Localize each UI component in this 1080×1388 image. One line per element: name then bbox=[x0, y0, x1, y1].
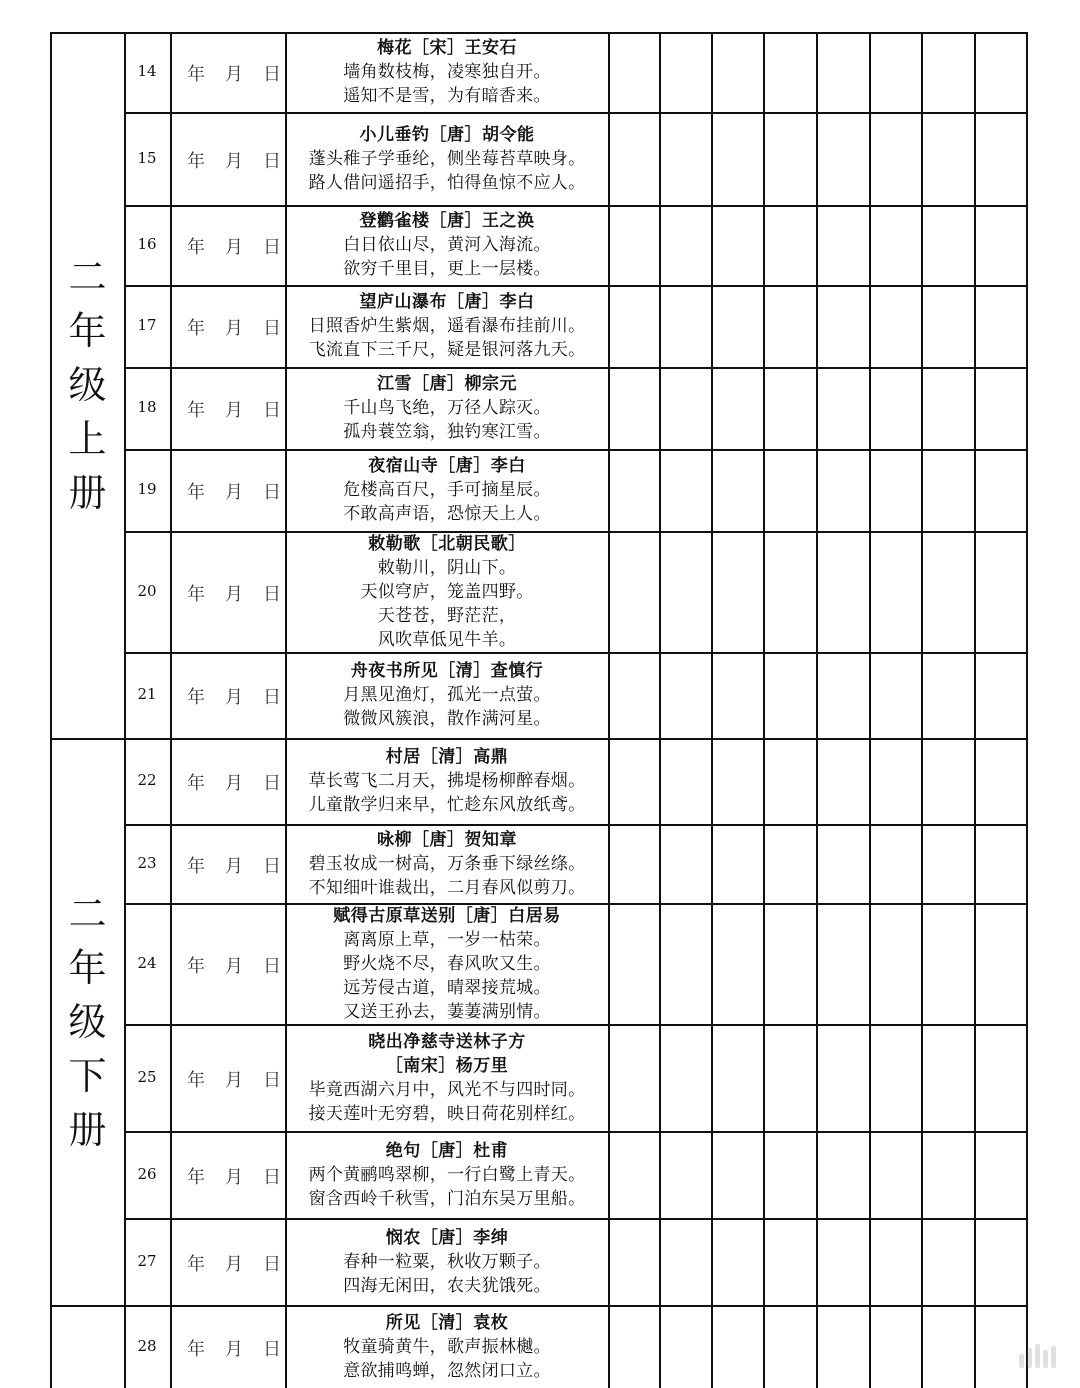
check-cell[interactable] bbox=[608, 652, 659, 738]
check-cell[interactable] bbox=[763, 824, 816, 903]
section-label-char: 册 bbox=[68, 471, 107, 515]
section-label-char: 册 bbox=[68, 1107, 107, 1152]
date-month-label[interactable]: 月 bbox=[225, 1338, 243, 1360]
poem-title: 小儿垂钓［唐］胡令能 bbox=[359, 124, 535, 145]
poem-line: 墙角数枝梅，凌寒独自开。 bbox=[343, 62, 551, 82]
date-day-label[interactable]: 日 bbox=[263, 237, 281, 258]
poem-line: 日照香炉生紫烟，遥看瀑布挂前川。 bbox=[308, 316, 586, 336]
date-year-label[interactable]: 年 bbox=[187, 1069, 205, 1091]
check-cell[interactable] bbox=[869, 652, 921, 738]
check-cell[interactable] bbox=[659, 531, 711, 652]
poem-line: 不知细叶谁裁出，二月春风似剪刀。 bbox=[308, 877, 586, 898]
row-number: 26 bbox=[137, 1164, 157, 1183]
poem-cell bbox=[286, 652, 608, 738]
check-cell[interactable] bbox=[816, 367, 869, 449]
row-number: 28 bbox=[137, 1336, 157, 1355]
check-cell[interactable] bbox=[869, 738, 921, 824]
check-cell[interactable] bbox=[816, 1024, 869, 1131]
poem-title: 所见［清］袁枚 bbox=[385, 1312, 509, 1333]
poem-cell bbox=[286, 1218, 608, 1305]
check-cell[interactable] bbox=[869, 531, 921, 652]
grid-vline bbox=[1026, 32, 1028, 1388]
date-year-label[interactable]: 年 bbox=[187, 855, 205, 877]
check-cell[interactable] bbox=[659, 112, 711, 205]
check-cell[interactable] bbox=[816, 824, 869, 903]
check-cell[interactable] bbox=[869, 903, 921, 1024]
poem-cell bbox=[286, 531, 608, 652]
check-cell[interactable] bbox=[763, 1218, 816, 1305]
check-cell[interactable] bbox=[711, 1024, 763, 1131]
poem-title: 登鹳雀楼［唐］王之涣 bbox=[359, 211, 535, 231]
row-number: 19 bbox=[137, 480, 157, 498]
row-number: 20 bbox=[137, 581, 157, 600]
check-cell[interactable] bbox=[816, 652, 869, 738]
date-day-label[interactable]: 日 bbox=[263, 855, 281, 877]
date-month-label[interactable]: 月 bbox=[225, 237, 243, 258]
poem-author: ［南宋］杨万里 bbox=[385, 1055, 509, 1076]
date-month-label[interactable]: 月 bbox=[225, 773, 243, 794]
poem-cell bbox=[286, 32, 608, 112]
check-cell[interactable] bbox=[921, 1131, 974, 1218]
check-cell[interactable] bbox=[659, 449, 711, 531]
check-cell[interactable] bbox=[816, 1218, 869, 1305]
check-cell[interactable] bbox=[869, 449, 921, 531]
check-cell[interactable] bbox=[869, 367, 921, 449]
check-cell[interactable] bbox=[711, 652, 763, 738]
section-label-char: 上 bbox=[68, 417, 107, 461]
poem-cell bbox=[286, 1024, 608, 1131]
poem-line: 儿童散学归来早，忙趁东风放纸鸢。 bbox=[308, 795, 586, 815]
date-month-label[interactable]: 月 bbox=[225, 955, 243, 977]
check-cell[interactable] bbox=[974, 1218, 1026, 1305]
check-cell[interactable] bbox=[608, 531, 659, 652]
check-cell[interactable] bbox=[921, 112, 974, 205]
watermark-icon bbox=[1019, 1344, 1056, 1368]
poem-title: 江雪［唐］柳宗元 bbox=[377, 374, 517, 394]
check-cell[interactable] bbox=[608, 205, 659, 285]
check-cell[interactable] bbox=[869, 1305, 921, 1388]
poem-cell bbox=[286, 285, 608, 367]
poem-title: 舟夜书所见［清］查慎行 bbox=[350, 661, 544, 681]
poem-line: 孤舟蓑笠翁，独钓寒江雪。 bbox=[343, 422, 551, 442]
row-number: 16 bbox=[137, 235, 157, 253]
poem-cell bbox=[286, 1305, 608, 1388]
check-cell[interactable] bbox=[816, 1131, 869, 1218]
date-day-label[interactable]: 日 bbox=[263, 583, 281, 605]
poem-line: 不敢高声语，恐惊天上人。 bbox=[343, 504, 551, 524]
poem-line: 月黑见渔灯，孤光一点萤。 bbox=[343, 685, 551, 705]
section-label bbox=[50, 32, 125, 738]
check-cell[interactable] bbox=[816, 1305, 869, 1388]
date-month-label[interactable]: 月 bbox=[225, 1069, 243, 1091]
check-cell[interactable] bbox=[659, 1131, 711, 1218]
check-cell[interactable] bbox=[869, 824, 921, 903]
check-cell[interactable] bbox=[711, 1131, 763, 1218]
check-cell[interactable] bbox=[659, 205, 711, 285]
date-year-label[interactable]: 年 bbox=[187, 482, 205, 503]
poem-line: 白日依山尽，黄河入海流。 bbox=[343, 235, 551, 255]
check-cell[interactable] bbox=[974, 449, 1026, 531]
check-cell[interactable] bbox=[711, 1218, 763, 1305]
poem-title: 咏柳［唐］贺知章 bbox=[377, 829, 517, 850]
date-day-label[interactable]: 日 bbox=[263, 150, 281, 172]
check-cell[interactable] bbox=[921, 367, 974, 449]
check-cell[interactable] bbox=[974, 367, 1026, 449]
poem-line: 飞流直下三千尺，疑是银河落九天。 bbox=[308, 340, 586, 360]
row-number: 17 bbox=[137, 316, 157, 334]
date-month-label[interactable]: 月 bbox=[225, 1253, 243, 1275]
poem-cell bbox=[286, 1131, 608, 1218]
check-cell[interactable] bbox=[974, 824, 1026, 903]
section-label-char: 下 bbox=[68, 1053, 107, 1098]
row-number: 24 bbox=[137, 953, 157, 972]
date-day-label[interactable]: 日 bbox=[263, 1338, 281, 1360]
poem-cell bbox=[286, 367, 608, 449]
poem-line: 牧童骑黄牛，歌声振林樾。 bbox=[343, 1336, 551, 1357]
check-cell[interactable] bbox=[763, 367, 816, 449]
date-day-label[interactable]: 日 bbox=[263, 64, 281, 85]
poem-line: 千山鸟飞绝，万径人踪灭。 bbox=[343, 398, 551, 418]
poem-line: 毕竟西湖六月中，风光不与四时同。 bbox=[308, 1079, 586, 1100]
check-cell[interactable] bbox=[763, 1024, 816, 1131]
check-cell[interactable] bbox=[816, 449, 869, 531]
poem-title: 晓出净慈寺送林子方 bbox=[368, 1031, 526, 1052]
check-cell[interactable] bbox=[608, 112, 659, 205]
date-year-label[interactable]: 年 bbox=[187, 955, 205, 977]
check-cell[interactable] bbox=[659, 903, 711, 1024]
check-cell[interactable] bbox=[921, 1024, 974, 1131]
poem-line: 窗含西岭千秋雪，门泊东吴万里船。 bbox=[308, 1188, 586, 1209]
poem-title: 村居［清］高鼎 bbox=[385, 747, 509, 767]
check-cell[interactable] bbox=[659, 738, 711, 824]
check-cell[interactable] bbox=[711, 1305, 763, 1388]
poem-line: 接天莲叶无穷碧，映日荷花别样红。 bbox=[308, 1103, 586, 1124]
check-cell[interactable] bbox=[869, 1131, 921, 1218]
check-cell[interactable] bbox=[921, 205, 974, 285]
check-cell[interactable] bbox=[659, 1218, 711, 1305]
check-cell[interactable] bbox=[608, 32, 659, 112]
check-cell[interactable] bbox=[816, 903, 869, 1024]
check-cell[interactable] bbox=[921, 449, 974, 531]
check-cell[interactable] bbox=[608, 903, 659, 1024]
check-cell[interactable] bbox=[711, 449, 763, 531]
poem-line: 四海无闲田，农夫犹饿死。 bbox=[343, 1275, 551, 1296]
row-number: 14 bbox=[137, 62, 157, 80]
poem-title: 绝句［唐］杜甫 bbox=[385, 1140, 509, 1161]
section-label-char: 二 bbox=[68, 255, 107, 299]
poem-cell bbox=[286, 903, 608, 1024]
date-month-label[interactable]: 月 bbox=[225, 400, 243, 421]
check-cell[interactable] bbox=[763, 285, 816, 367]
poem-cell bbox=[286, 205, 608, 285]
check-cell[interactable] bbox=[869, 112, 921, 205]
poem-line: 风吹草低见牛羊。 bbox=[377, 629, 517, 650]
date-month-label[interactable]: 月 bbox=[225, 318, 243, 339]
check-cell[interactable] bbox=[711, 32, 763, 112]
poem-line: 两个黄鹂鸣翠柳，一行白鹭上青天。 bbox=[308, 1164, 586, 1185]
check-cell[interactable] bbox=[608, 1305, 659, 1388]
check-cell[interactable] bbox=[659, 32, 711, 112]
poem-line: 遥知不是雪，为有暗香来。 bbox=[343, 86, 551, 106]
check-cell[interactable] bbox=[763, 32, 816, 112]
date-day-label[interactable]: 日 bbox=[263, 955, 281, 977]
check-cell[interactable] bbox=[763, 738, 816, 824]
poem-line: 远芳侵古道，晴翠接荒城。 bbox=[343, 977, 551, 998]
poem-line: 春种一粒粟，秋收万颗子。 bbox=[343, 1251, 551, 1272]
check-cell[interactable] bbox=[974, 1131, 1026, 1218]
section-label-char: 二 bbox=[68, 891, 107, 936]
check-cell[interactable] bbox=[974, 285, 1026, 367]
date-year-label[interactable]: 年 bbox=[187, 318, 205, 339]
row-number: 22 bbox=[137, 771, 157, 789]
check-cell[interactable] bbox=[763, 205, 816, 285]
check-cell[interactable] bbox=[974, 205, 1026, 285]
check-cell[interactable] bbox=[711, 367, 763, 449]
date-month-label[interactable]: 月 bbox=[225, 855, 243, 877]
check-cell[interactable] bbox=[659, 824, 711, 903]
poem-line: 草长莺飞二月天，拂堤杨柳醉春烟。 bbox=[308, 771, 586, 791]
grid-vline bbox=[170, 32, 172, 1388]
check-cell[interactable] bbox=[974, 652, 1026, 738]
section-label-char: 级 bbox=[68, 363, 107, 407]
poem-line: 路人借问遥招手，怕得鱼惊不应人。 bbox=[308, 172, 586, 193]
check-cell[interactable] bbox=[711, 531, 763, 652]
date-year-label[interactable]: 年 bbox=[187, 1253, 205, 1275]
row-number: 15 bbox=[137, 148, 157, 167]
row-number: 23 bbox=[137, 853, 157, 872]
poem-line: 又送王孙去，萋萋满别情。 bbox=[343, 1001, 551, 1022]
check-cell[interactable] bbox=[816, 738, 869, 824]
poem-line: 野火烧不尽，春风吹又生。 bbox=[343, 953, 551, 974]
section-label-char: 年 bbox=[68, 945, 107, 990]
date-month-label[interactable]: 月 bbox=[225, 64, 243, 85]
check-cell[interactable] bbox=[921, 1305, 974, 1388]
check-cell[interactable] bbox=[711, 285, 763, 367]
date-day-label[interactable]: 日 bbox=[263, 482, 281, 503]
check-cell[interactable] bbox=[608, 1218, 659, 1305]
date-month-label[interactable]: 月 bbox=[225, 583, 243, 605]
poem-line: 欲穷千里目，更上一层楼。 bbox=[343, 259, 551, 279]
poem-cell bbox=[286, 449, 608, 531]
check-cell[interactable] bbox=[608, 449, 659, 531]
check-cell[interactable] bbox=[921, 285, 974, 367]
poem-line: 离离原上草，一岁一枯荣。 bbox=[343, 929, 551, 950]
check-cell[interactable] bbox=[921, 1218, 974, 1305]
date-year-label[interactable]: 年 bbox=[187, 400, 205, 421]
poem-cell bbox=[286, 824, 608, 903]
date-year-label[interactable]: 年 bbox=[187, 1338, 205, 1360]
date-day-label[interactable]: 日 bbox=[263, 687, 281, 708]
check-cell[interactable] bbox=[763, 903, 816, 1024]
check-cell[interactable] bbox=[974, 531, 1026, 652]
check-cell[interactable] bbox=[816, 285, 869, 367]
date-year-label[interactable]: 年 bbox=[187, 1166, 205, 1188]
check-cell[interactable] bbox=[869, 1024, 921, 1131]
check-cell[interactable] bbox=[869, 285, 921, 367]
check-cell[interactable] bbox=[921, 903, 974, 1024]
check-cell[interactable] bbox=[659, 652, 711, 738]
check-cell[interactable] bbox=[921, 32, 974, 112]
date-day-label[interactable]: 日 bbox=[263, 400, 281, 421]
date-month-label[interactable]: 月 bbox=[225, 150, 243, 172]
poem-line: 敕勒川，阴山下。 bbox=[377, 557, 517, 578]
poem-line: 危楼高百尺，手可摘星辰。 bbox=[343, 480, 551, 500]
check-cell[interactable] bbox=[711, 205, 763, 285]
check-cell[interactable] bbox=[974, 32, 1026, 112]
date-year-label[interactable]: 年 bbox=[187, 64, 205, 85]
check-cell[interactable] bbox=[763, 1131, 816, 1218]
check-cell[interactable] bbox=[816, 531, 869, 652]
check-cell[interactable] bbox=[869, 1218, 921, 1305]
date-month-label[interactable]: 月 bbox=[225, 482, 243, 503]
check-cell[interactable] bbox=[974, 1024, 1026, 1131]
date-year-label[interactable]: 年 bbox=[187, 150, 205, 172]
date-year-label[interactable]: 年 bbox=[187, 773, 205, 794]
check-cell[interactable] bbox=[921, 652, 974, 738]
check-cell[interactable] bbox=[921, 738, 974, 824]
poem-title: 望庐山瀑布［唐］李白 bbox=[359, 292, 535, 312]
check-cell[interactable] bbox=[659, 1305, 711, 1388]
row-number: 18 bbox=[137, 398, 157, 416]
poem-title: 梅花［宋］王安石 bbox=[377, 38, 517, 58]
date-month-label[interactable]: 月 bbox=[225, 687, 243, 708]
check-cell[interactable] bbox=[608, 367, 659, 449]
check-cell[interactable] bbox=[659, 367, 711, 449]
row-number: 25 bbox=[137, 1067, 157, 1086]
poem-title: 悯农［唐］李绅 bbox=[385, 1227, 509, 1248]
poem-line: 意欲捕鸣蝉，忽然闭口立。 bbox=[343, 1360, 551, 1381]
poem-title: 赋得古原草送别［唐］白居易 bbox=[333, 905, 561, 926]
check-cell[interactable] bbox=[763, 449, 816, 531]
poem-line: 蓬头稚子学垂纶，侧坐莓苔草映身。 bbox=[308, 148, 586, 169]
poem-title: 夜宿山寺［唐］李白 bbox=[368, 456, 526, 476]
row-number: 27 bbox=[137, 1251, 157, 1270]
date-day-label[interactable]: 日 bbox=[263, 318, 281, 339]
section-label-char: 年 bbox=[68, 309, 107, 353]
check-cell[interactable] bbox=[608, 824, 659, 903]
date-day-label[interactable]: 日 bbox=[263, 1069, 281, 1091]
check-cell[interactable] bbox=[974, 112, 1026, 205]
check-cell[interactable] bbox=[608, 738, 659, 824]
poem-cell bbox=[286, 738, 608, 824]
poem-line: 微微风簇浪，散作满河星。 bbox=[343, 709, 551, 729]
check-cell[interactable] bbox=[711, 824, 763, 903]
check-cell[interactable] bbox=[608, 1024, 659, 1131]
section-label-char: 级 bbox=[68, 999, 107, 1044]
check-cell[interactable] bbox=[763, 531, 816, 652]
date-year-label[interactable]: 年 bbox=[187, 237, 205, 258]
poem-line: 天苍苍，野茫茫， bbox=[377, 605, 517, 626]
poem-title: 敕勒歌［北朝民歌］ bbox=[368, 533, 526, 554]
check-cell[interactable] bbox=[974, 738, 1026, 824]
check-cell[interactable] bbox=[608, 285, 659, 367]
check-cell[interactable] bbox=[763, 112, 816, 205]
date-day-label[interactable]: 日 bbox=[263, 1166, 281, 1188]
check-cell[interactable] bbox=[711, 112, 763, 205]
check-cell[interactable] bbox=[608, 1131, 659, 1218]
check-cell[interactable] bbox=[921, 824, 974, 903]
check-cell[interactable] bbox=[869, 205, 921, 285]
check-cell[interactable] bbox=[816, 205, 869, 285]
check-cell[interactable] bbox=[974, 903, 1026, 1024]
date-year-label[interactable]: 年 bbox=[187, 583, 205, 605]
date-month-label[interactable]: 月 bbox=[225, 1166, 243, 1188]
row-number: 21 bbox=[137, 685, 157, 703]
check-cell[interactable] bbox=[816, 32, 869, 112]
check-cell[interactable] bbox=[711, 903, 763, 1024]
date-day-label[interactable]: 日 bbox=[263, 773, 281, 794]
poem-line: 天似穹庐，笼盖四野。 bbox=[360, 581, 534, 602]
date-day-label[interactable]: 日 bbox=[263, 1253, 281, 1275]
check-cell[interactable] bbox=[711, 738, 763, 824]
date-year-label[interactable]: 年 bbox=[187, 687, 205, 708]
check-cell[interactable] bbox=[659, 285, 711, 367]
check-cell[interactable] bbox=[763, 1305, 816, 1388]
check-cell[interactable] bbox=[659, 1024, 711, 1131]
poem-line: 碧玉妆成一树高，万条垂下绿丝绦。 bbox=[308, 853, 586, 874]
section-label bbox=[50, 738, 125, 1305]
check-cell[interactable] bbox=[816, 112, 869, 205]
check-cell[interactable] bbox=[921, 531, 974, 652]
check-cell[interactable] bbox=[869, 32, 921, 112]
check-cell[interactable] bbox=[763, 652, 816, 738]
poem-cell bbox=[286, 112, 608, 205]
